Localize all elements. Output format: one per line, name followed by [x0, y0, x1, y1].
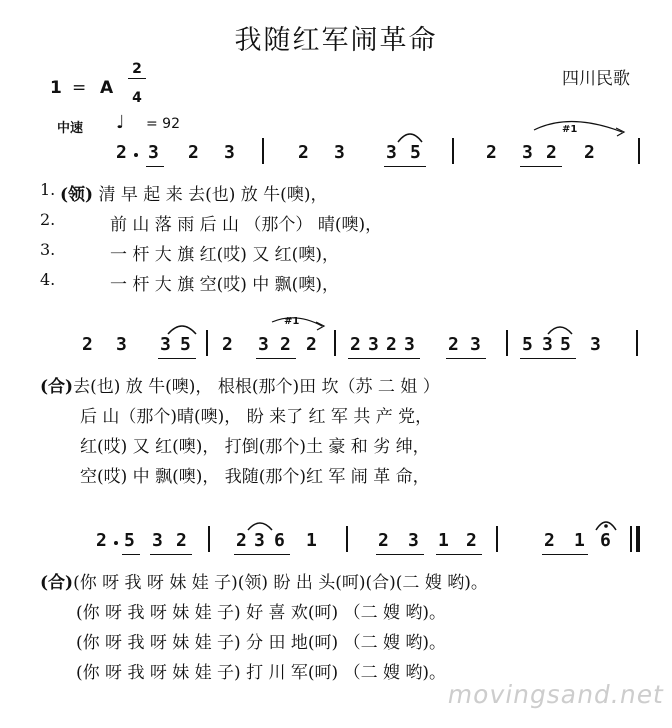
lyric-line	[76, 598, 446, 623]
lyric-text: 红(哎) 又 红(噢)， 打倒(那个)土 豪 和 劣 绅，	[80, 437, 430, 457]
note: 2	[280, 334, 291, 355]
lyric-line	[80, 402, 432, 427]
augmentation-dot	[134, 153, 138, 157]
note: 2	[96, 530, 107, 551]
lyric-text: (你 呀 我 呀 妹 娃 子) 好 喜 欢(呵) （二 嫂 哟)。	[76, 603, 447, 623]
bar-line	[334, 330, 336, 356]
watermark: movingsand.net	[445, 680, 667, 709]
note: 5	[522, 334, 533, 355]
note: 1	[574, 530, 585, 551]
verse-number: 1.	[40, 180, 56, 199]
eighth-underline	[234, 554, 290, 555]
note: 2	[298, 142, 309, 163]
note: 3	[152, 530, 163, 551]
lyric-line	[40, 568, 488, 593]
verse-number: 3.	[40, 240, 56, 259]
note: 2	[448, 334, 459, 355]
lyric-line	[110, 270, 339, 295]
eighth-underline	[436, 554, 482, 555]
note: 3	[116, 334, 127, 355]
note: 6	[600, 530, 611, 551]
slur-arc	[534, 121, 622, 132]
note: 2	[116, 142, 127, 163]
bar-line	[346, 526, 348, 552]
song-title: 我随红军闹革命	[234, 25, 438, 56]
note: 2	[176, 530, 187, 551]
note: 2	[544, 530, 555, 551]
lyric-text: 前 山 落 雨 后 山 （那个） 晴(噢)，	[110, 215, 383, 235]
note: 3	[258, 334, 269, 355]
key-note-name: A	[100, 78, 114, 98]
bar-line	[636, 330, 638, 356]
bar-line	[262, 138, 264, 164]
note: 3	[522, 142, 533, 163]
note: 3	[334, 142, 345, 163]
eighth-underline	[158, 358, 196, 359]
arrow-icon	[316, 322, 324, 330]
lyric-text: (你 呀 我 呀 妹 娃 子)(领) 盼 出 头(呵)(合)(二 嫂 哟)。	[73, 573, 488, 593]
slur-arc	[248, 523, 272, 530]
lyric-line	[60, 180, 327, 205]
note: 3	[408, 530, 419, 551]
note: 2	[386, 334, 397, 355]
grace-note: #1	[284, 316, 300, 327]
slur-arc	[398, 134, 422, 142]
lyric-line	[80, 432, 430, 457]
note: 5	[180, 334, 191, 355]
time-signature	[128, 62, 146, 105]
note: 2	[466, 530, 477, 551]
note: 3	[470, 334, 481, 355]
meter-numerator: 2	[128, 62, 146, 79]
lyric-line	[76, 658, 446, 683]
bar-line	[506, 330, 508, 356]
note: 2	[378, 530, 389, 551]
eighth-underline	[520, 358, 576, 359]
note: 2	[350, 334, 361, 355]
key-tonic-number: 1	[50, 78, 62, 98]
bar-line	[206, 330, 208, 356]
note: 5	[124, 530, 135, 551]
tempo-label: 中速	[57, 121, 84, 136]
eighth-underline	[146, 166, 164, 167]
note: 2	[82, 334, 93, 355]
key-equals-sign: =	[72, 78, 87, 98]
eighth-underline	[150, 554, 192, 555]
verse-number: 4.	[40, 270, 56, 289]
slur-arc	[168, 326, 196, 334]
note: 3	[404, 334, 415, 355]
lyric-line	[110, 240, 339, 265]
eighth-underline	[376, 554, 424, 555]
part-marker: (合)	[40, 573, 74, 593]
bar-line	[496, 526, 498, 552]
quarter-note-icon: ♩	[116, 112, 125, 133]
eighth-underline	[122, 554, 140, 555]
note: 3	[386, 142, 397, 163]
part-marker: (领)	[60, 185, 94, 205]
note: 3	[254, 530, 265, 551]
note: 2	[236, 530, 247, 551]
note: 3	[542, 334, 553, 355]
verse-number: 2.	[40, 210, 56, 229]
note: 2	[546, 142, 557, 163]
bar-line	[638, 138, 640, 164]
eighth-underline	[446, 358, 486, 359]
bar-line	[452, 138, 454, 164]
note: 1	[306, 530, 317, 551]
song-origin: 四川民歌	[562, 69, 630, 89]
eighth-underline	[384, 166, 426, 167]
note: 6	[274, 530, 285, 551]
lyric-text: 清 早 起 来 去(也) 放 牛(噢)，	[98, 185, 328, 205]
lyric-text: 空(哎) 中 飘(噢)， 我随(那个)红 军 闹 革 命，	[80, 467, 430, 487]
note: 1	[438, 530, 449, 551]
note: 2	[306, 334, 317, 355]
lyric-line	[110, 210, 382, 235]
final-bar-thick	[636, 526, 640, 552]
fermata-icon	[596, 522, 616, 530]
slur-arc	[548, 327, 572, 334]
eighth-underline	[256, 358, 296, 359]
augmentation-dot	[114, 541, 118, 545]
arrow-icon	[616, 128, 624, 136]
lyric-text: 后 山（那个)晴(噢)， 盼 来了 红 军 共 产 党，	[80, 407, 433, 427]
tempo-value: = 92	[146, 116, 180, 132]
lyric-line	[80, 462, 430, 487]
eighth-underline	[542, 554, 588, 555]
lyric-text: (你 呀 我 呀 妹 娃 子) 分 田 地(呵) （二 嫂 哟)。	[76, 633, 447, 653]
note: 3	[368, 334, 379, 355]
note: 3	[224, 142, 235, 163]
note: 3	[160, 334, 171, 355]
lyric-line	[76, 628, 446, 653]
fermata-dot	[604, 524, 608, 528]
note: 3	[148, 142, 159, 163]
note: 2	[222, 334, 233, 355]
note: 5	[560, 334, 571, 355]
eighth-underline	[348, 358, 420, 359]
eighth-underline	[520, 166, 562, 167]
lyric-text: (你 呀 我 呀 妹 娃 子) 打 川 军(呵) （二 嫂 哟)。	[76, 663, 447, 683]
lyric-line	[40, 372, 440, 397]
score-system-2	[0, 316, 672, 360]
final-bar-thin	[630, 526, 632, 552]
note: 2	[584, 142, 595, 163]
meter-denominator: 4	[132, 90, 142, 106]
note: 2	[188, 142, 199, 163]
lyric-text: 一 杆 大 旗 红(哎) 又 红(噢)，	[110, 245, 339, 265]
lyric-text: 去(也) 放 牛(噢)， 根根(那个)田 坎（苏 二 姐 ）	[73, 377, 440, 397]
lyric-text: 一 杆 大 旗 空(哎) 中 飘(噢)，	[110, 275, 339, 295]
note: 5	[410, 142, 421, 163]
bar-line	[208, 526, 210, 552]
grace-note: #1	[562, 124, 578, 135]
part-marker: (合)	[40, 377, 74, 397]
note: 2	[486, 142, 497, 163]
note: 3	[590, 334, 601, 355]
score-system-3	[0, 530, 672, 556]
